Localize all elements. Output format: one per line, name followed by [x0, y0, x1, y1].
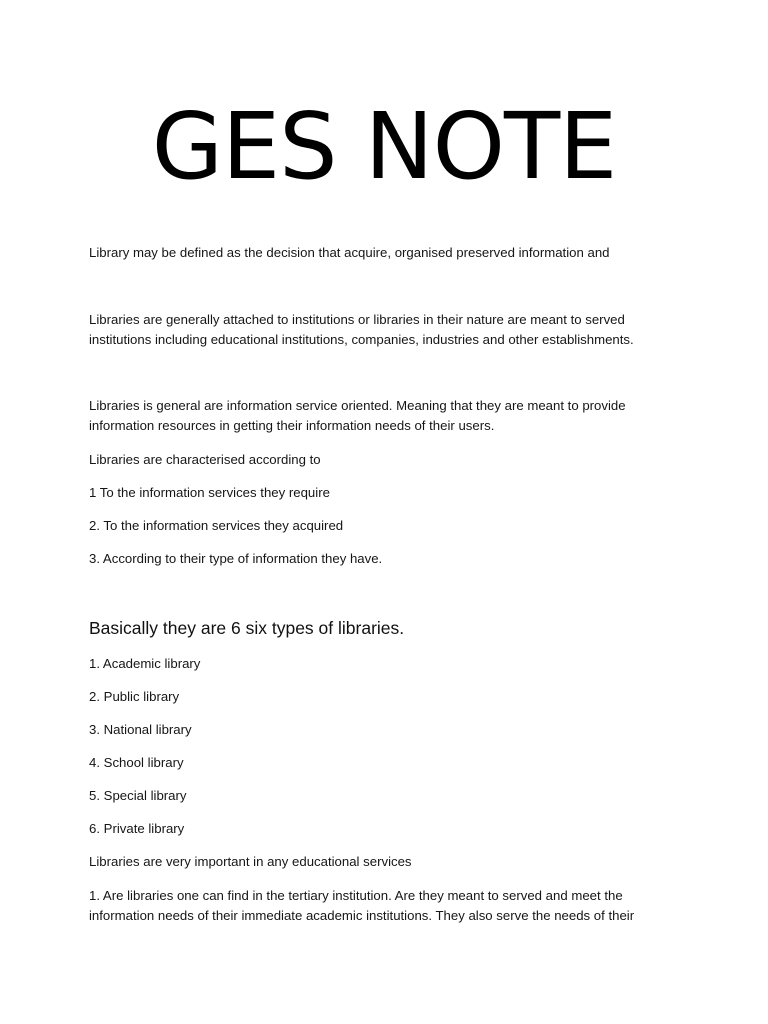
- library-type-item: 3. National library: [89, 722, 192, 737]
- library-type-item: 4. School library: [89, 755, 184, 770]
- library-type-item: 1. Academic library: [89, 656, 201, 671]
- paragraph-service-line-2: information resources in getting their information needs of their users.: [89, 418, 495, 433]
- importance-line-2: information needs of their immediate academic institutions. They also serve the needs of their: [89, 908, 635, 923]
- characteristic-item: 2. To the information services they acquired: [89, 518, 344, 533]
- paragraph-definition: Library may be defined as the decision that acquire, organised preserved information and: [89, 245, 610, 260]
- paragraph-attached-line-2: institutions including educational institutions, companies, industries and other establishments.: [89, 332, 634, 347]
- paragraph-attached-line-1: Libraries are generally attached to institutions or libraries in their nature are meant to served: [89, 312, 625, 327]
- characteristic-item: 3. According to their type of information they have.: [89, 551, 383, 566]
- importance-line-1: 1. Are libraries one can find in the tertiary institution. Are they meant to served and meet the: [89, 888, 623, 903]
- importance-intro: Libraries are very important in any educational services: [89, 854, 412, 869]
- library-type-item: 5. Special library: [89, 788, 187, 803]
- paragraph-characterised: Libraries are characterised according to: [89, 452, 321, 467]
- library-type-item: 2. Public library: [89, 689, 180, 704]
- library-type-item: 6. Private library: [89, 821, 185, 836]
- characteristic-item: 1 To the information services they require: [89, 485, 330, 500]
- paragraph-service-line-1: Libraries is general are information service oriented. Meaning that they are meant to provide: [89, 398, 626, 413]
- types-heading: Basically they are 6 six types of libraries.: [89, 618, 405, 638]
- document-title: GES NOTE: [151, 93, 617, 200]
